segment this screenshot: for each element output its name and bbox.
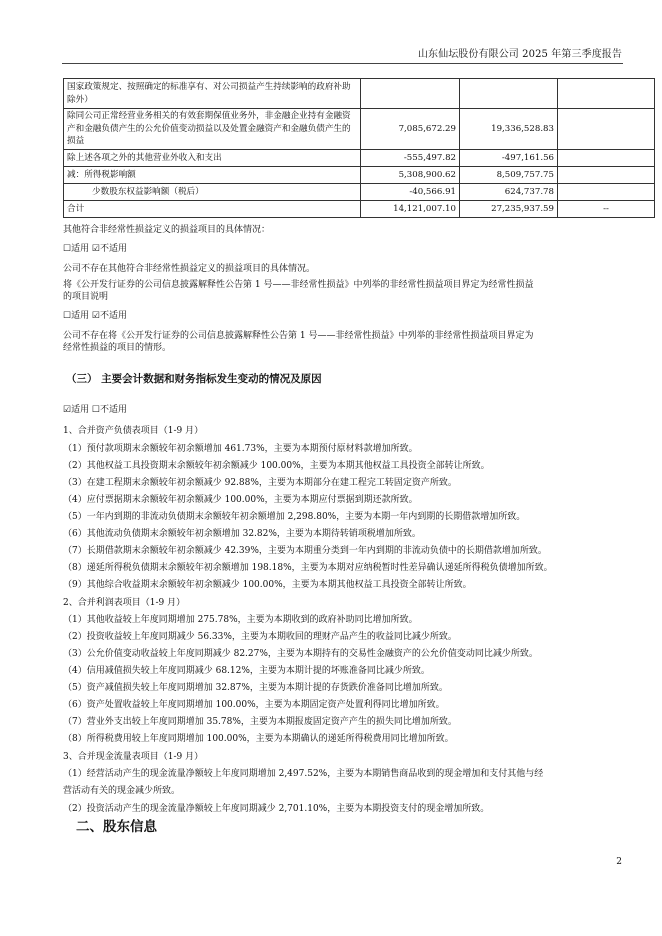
note-cell bbox=[558, 184, 655, 201]
list-item: （5）资产减值损失较上年度同期增加 32.87%，主要为本期计提的存货跌价准备同比增加所致。 bbox=[63, 683, 448, 693]
other-items-intro: 其他符合非经常性损益定义的损益项目的具体情况： bbox=[63, 225, 271, 235]
row-label: 减：所得税影响额 bbox=[64, 167, 361, 184]
list-item: （8）所得税费用较上年度同期增加 100.00%，主要为本期确认的递延所得税费用同比增加所致。 bbox=[63, 734, 454, 744]
current-period-value bbox=[361, 79, 460, 109]
ytd-value: 8,509,757.75 bbox=[460, 167, 558, 184]
subsection-title: 1、合并资产负债表项目（1-9 月） bbox=[63, 426, 204, 436]
applicability-checkbox: ☐适用 ☑不适用 bbox=[63, 244, 127, 254]
list-item: （7）长期借款期末余额较年初余额减少 42.39%，主要为本期重分类到一年内到期的非流动负债中的长期借款增加所致。 bbox=[63, 546, 547, 556]
row-label: 除上述各项之外的其他营业外收入和支出 bbox=[64, 150, 361, 167]
row-label: 除同公司正常经营业务相关的有效套期保值业务外，非金融企业持有金融资产和金融负债产生的公允价值变动损益以及处置金融资产和金融负债产生的损益 bbox=[64, 109, 361, 150]
statement-text: 公司不存在将《公开发行证券的公司信息披露解释性公告第 1 号——非经常性损益》中列举的非经常性损益项目界定为 bbox=[63, 331, 534, 341]
report-header: 山东仙坛股份有限公司 2025 年第三季度报告 bbox=[417, 49, 622, 60]
subsection-title: 2、合并利润表项目（1-9 月） bbox=[63, 598, 186, 608]
list-item: （2）其他权益工具投资期末余额较年初余额减少 100.00%，主要为本期其他权益工具投资全部转让所致。 bbox=[63, 461, 490, 471]
current-period-value: 14,121,007.10 bbox=[361, 201, 460, 218]
list-item: （4）应付票据期末余额较年初余额减少 100.00%，主要为本期应付票据到期还款所致。 bbox=[63, 495, 418, 505]
note-cell bbox=[558, 150, 655, 167]
non-recurring-gains-table bbox=[63, 78, 655, 218]
table-row bbox=[64, 167, 655, 184]
statement-text: 经常性损益的项目的情形。 bbox=[63, 343, 172, 353]
list-item: （1）经营活动产生的现金流量净额较上年度同期增加 2,497.52%，主要为本期销售商品收到的现金增加和支付其他与经 bbox=[63, 769, 544, 779]
note-cell bbox=[558, 109, 655, 150]
statement-text: 公司不存在其他符合非经常性损益定义的损益项目的具体情况。 bbox=[63, 264, 316, 274]
row-label: 少数股东权益影响额（税后） bbox=[64, 184, 361, 201]
ytd-value: -497,161.56 bbox=[460, 150, 558, 167]
applicability-checkbox: ☑适用 ☐不适用 bbox=[63, 405, 127, 415]
page-number: 2 bbox=[616, 857, 622, 867]
ytd-value: 624,737.78 bbox=[460, 184, 558, 201]
list-item: （1）其他收益较上年度同期增加 275.78%，主要为本期收到的政府补助同比增加所致。 bbox=[63, 615, 418, 625]
list-item: （3）公允价值变动收益较上年度同期减少 82.27%，主要为本期持有的交易性金融资产的公允价值变动同比减少所致。 bbox=[63, 649, 538, 659]
applicability-checkbox: ☐适用 ☑不适用 bbox=[63, 311, 127, 321]
current-period-value: -40,566.91 bbox=[361, 184, 460, 201]
table-row bbox=[64, 150, 655, 167]
list-item: （6）其他流动负债期末余额较年初余额增加 32.82%，主要为本期待转销项税增加所致。 bbox=[63, 529, 421, 539]
shareholders-heading: 二、股东信息 bbox=[76, 819, 157, 835]
note-cell bbox=[558, 167, 655, 184]
list-item: （9）其他综合收益期末余额较年初余额减少 100.00%，主要为本期其他权益工具投资全部转让所致。 bbox=[63, 580, 472, 590]
list-item: （4）信用减值损失较上年度同期减少 68.12%，主要为本期计提的坏账准备同比减少所致。 bbox=[63, 666, 430, 676]
list-item: （8）递延所得税负债期末余额较年初余额增加 198.18%，主要为本期对应纳税暂时性差异确认递延所得税负债增加所致。 bbox=[63, 563, 553, 573]
section-heading: （三） 主要会计数据和财务指标发生变动的情况及原因 bbox=[66, 373, 322, 385]
current-period-value: 5,308,900.62 bbox=[361, 167, 460, 184]
list-item: （7）营业外支出较上年度同期增加 35.78%，主要为本期报废固定资产产生的损失同比增加所致。 bbox=[63, 717, 457, 727]
list-item: （1）预付款项期末余额较年初余额增加 461.73%，主要为本期预付原材料款增加所致。 bbox=[63, 444, 418, 454]
table-row bbox=[64, 109, 655, 150]
note-cell bbox=[558, 79, 655, 109]
subsection-title: 3、合并现金流量表项目（1-9 月） bbox=[63, 752, 204, 762]
ytd-value bbox=[460, 79, 558, 109]
statement-text: 的项目说明 bbox=[63, 292, 109, 302]
table-row bbox=[64, 201, 655, 218]
row-label: 合计 bbox=[64, 201, 361, 218]
list-item: （5）一年内到期的非流动负债期末余额较年初余额增加 2,298.80%，主要为本期一年内到期的长期借款增加所致。 bbox=[63, 512, 526, 522]
table-row bbox=[64, 79, 655, 109]
statement-text: 将《公开发行证券的公司信息披露解释性公告第 1 号——非经常性损益》中列举的非经常性损益项目界定为经常性损益 bbox=[63, 280, 534, 290]
list-item: （2）投资收益较上年度同期减少 56.33%，主要为本期收回的理财产品产生的收益同比减少所致。 bbox=[63, 632, 457, 642]
list-item: （2）投资活动产生的现金流量净额较上年度同期减少 2,701.10%，主要为本期投资支付的现金增加所致。 bbox=[63, 804, 490, 814]
list-item: （3）在建工程期末余额较年初余额减少 92.88%，主要为本期部分在建工程完工转固定资产所致。 bbox=[63, 478, 457, 488]
list-item: 营活动有关的现金减少所致。 bbox=[63, 786, 181, 796]
ytd-value: 27,235,937.59 bbox=[460, 201, 558, 218]
ytd-value: 19,336,528.83 bbox=[460, 109, 558, 150]
current-period-value: 7,085,672.29 bbox=[361, 109, 460, 150]
table-row bbox=[64, 184, 655, 201]
current-period-value: -555,497.82 bbox=[361, 150, 460, 167]
header-divider bbox=[62, 63, 623, 64]
list-item: （6）资产处置收益较上年度同期增加 100.00%，主要为本期固定资产处置利得同比增加所致。 bbox=[63, 700, 445, 710]
row-label: 国家政策规定、按照确定的标准享有、对公司损益产生持续影响的政府补助除外） bbox=[64, 79, 361, 109]
note-cell: -- bbox=[558, 201, 655, 218]
